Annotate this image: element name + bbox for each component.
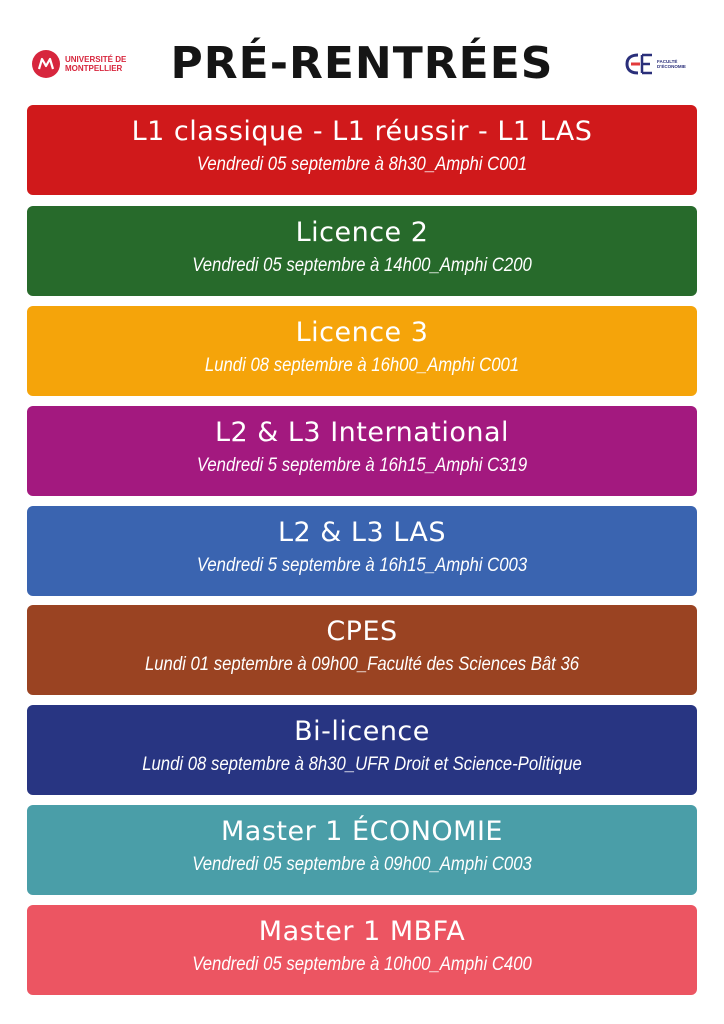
- card-subtitle: Lundi 08 septembre à 16h00_Amphi C001: [204, 355, 520, 376]
- card-subtitle: Lundi 08 septembre à 8h30_UFR Droit et Science-Politique: [142, 754, 582, 775]
- card-title: CPES: [326, 616, 398, 647]
- card-l2-l3-las: [27, 506, 697, 596]
- card-title: L2 & L3 International: [214, 417, 510, 448]
- card-title: Licence 2: [295, 217, 429, 248]
- faculte-economie-logo-icon: [624, 52, 654, 76]
- faculte-economie-logo: [624, 52, 686, 76]
- left-logo-line2: MONTPELLIER: [65, 64, 123, 73]
- card-subtitle: Lundi 01 septembre à 09h00_Faculté des Sciences Bât 36: [144, 654, 580, 675]
- card-subtitle: Vendredi 05 septembre à 09h00_Amphi C003: [192, 854, 532, 875]
- card-master-1-economie: [27, 805, 697, 895]
- card-title: Master 1 ÉCONOMIE: [221, 816, 503, 847]
- card-subtitle: Vendredi 5 septembre à 16h15_Amphi C319: [196, 455, 528, 476]
- card-subtitle: Vendredi 05 septembre à 10h00_Amphi C400: [192, 954, 532, 975]
- right-logo-line1: FACULTÉ: [657, 59, 678, 64]
- card-licence-2: [27, 206, 697, 296]
- card-title: Bi-licence: [294, 716, 430, 747]
- card-title: L1 classique - L1 réussir - L1 LAS: [131, 116, 593, 147]
- card-subtitle: Vendredi 05 septembre à 14h00_Amphi C200: [192, 255, 532, 276]
- card-cpes: [27, 605, 697, 695]
- card-title: Licence 3: [295, 317, 429, 348]
- card-bi-licence: [27, 705, 697, 795]
- card-master-1-mbfa: [27, 905, 697, 995]
- left-logo-line1: UNIVERSITÉ DE: [65, 55, 127, 64]
- card-l2-l3-international: [27, 406, 697, 496]
- card-licence-3: [27, 306, 697, 396]
- page-title: PRÉ-RENTRÉES: [170, 38, 554, 89]
- right-logo-line2: D'ÉCONOMIE: [657, 64, 686, 69]
- card-subtitle: Vendredi 5 septembre à 16h15_Amphi C003: [196, 555, 528, 576]
- header: [0, 0, 724, 104]
- card-l1: [27, 105, 697, 195]
- card-title: L2 & L3 LAS: [277, 517, 446, 548]
- card-subtitle: Vendredi 05 septembre à 8h30_Amphi C001: [196, 154, 528, 175]
- card-title: Master 1 MBFA: [258, 916, 466, 947]
